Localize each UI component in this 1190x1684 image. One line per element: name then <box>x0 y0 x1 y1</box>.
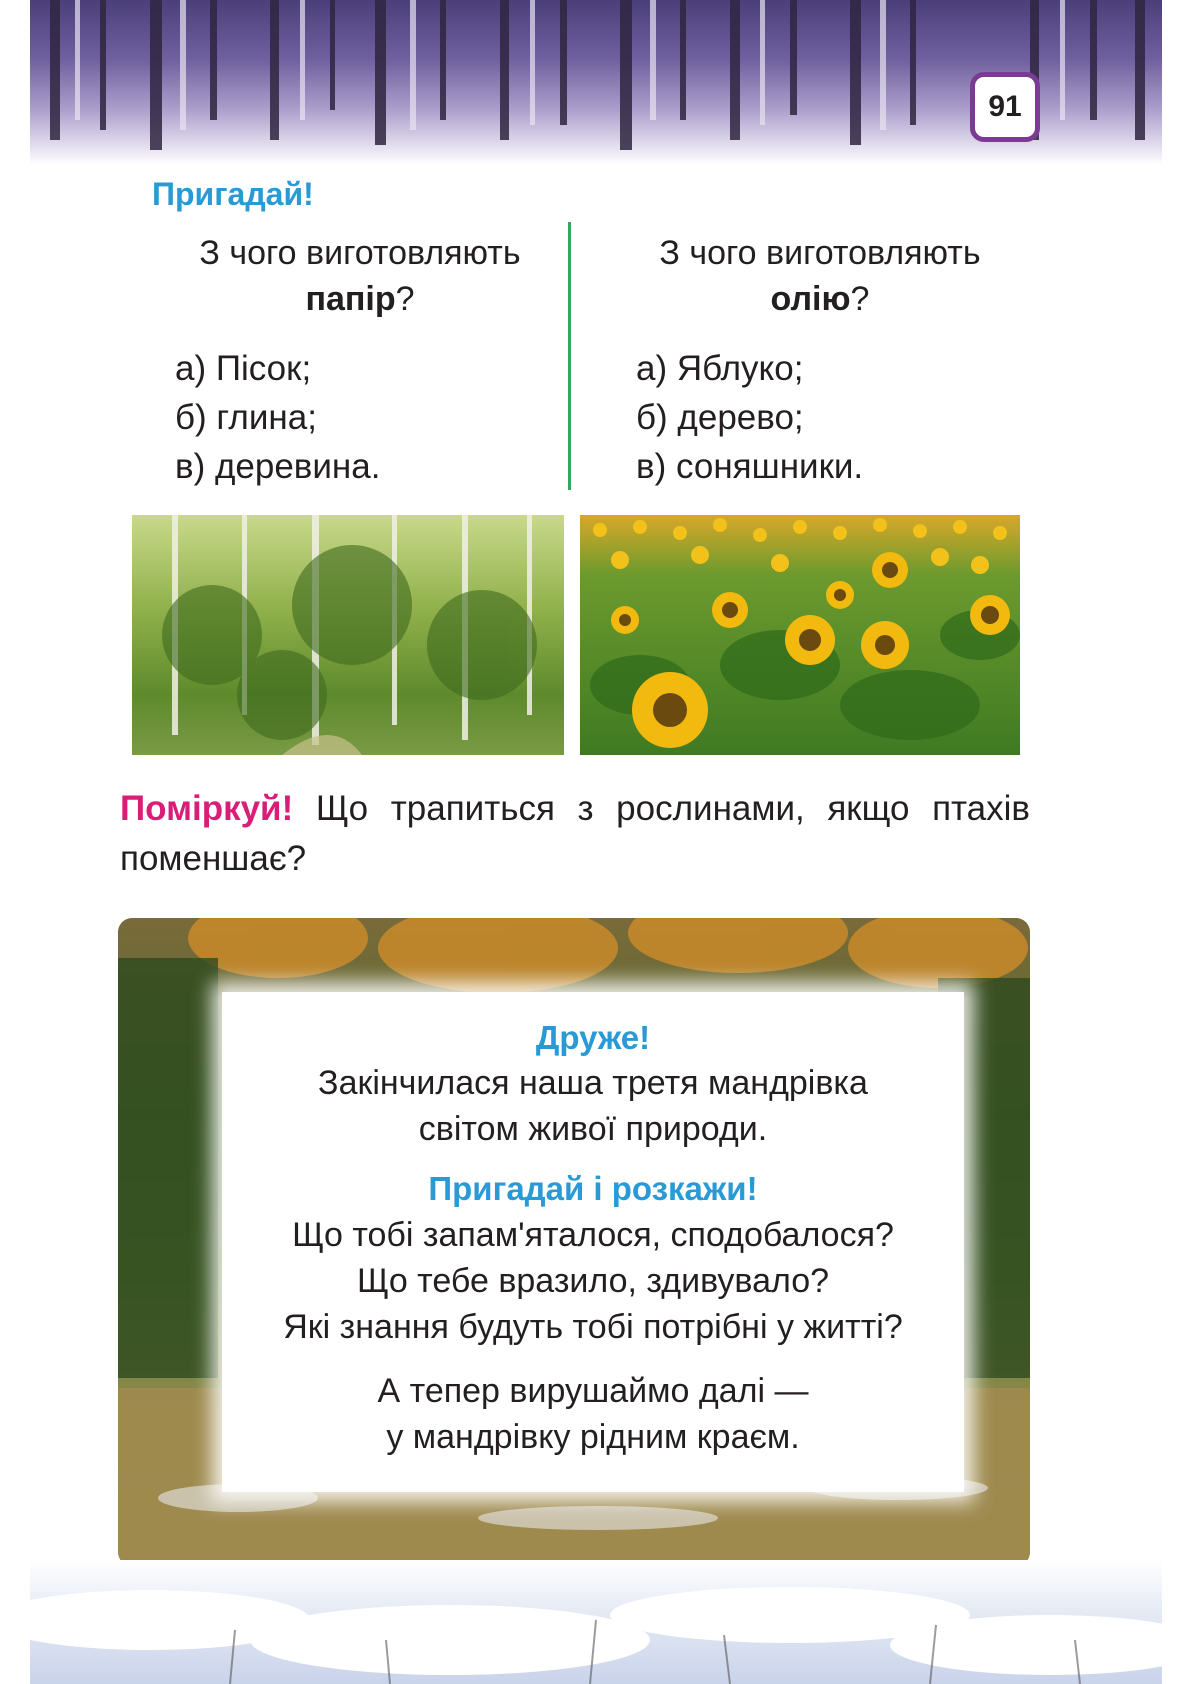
ponder-paragraph <box>120 784 1030 884</box>
column-divider <box>568 222 571 490</box>
card-closing-line2: у мандрівку рідним краєм. <box>386 1418 800 1456</box>
question-oil-mark: ? <box>850 280 870 318</box>
snowy-ground-illustration <box>30 1560 1162 1684</box>
forest-photo <box>132 515 564 755</box>
page-number: 91 <box>970 72 1040 142</box>
answers-paper <box>175 344 380 491</box>
sunflower-photo <box>580 515 1020 755</box>
ponder-text: Що трапиться з рослинами, якщо птахів поменшає? <box>120 789 1030 878</box>
card-question-1: Що тобі запам'яталося, сподобалося? <box>292 1216 894 1254</box>
question-paper-mark: ? <box>395 280 415 318</box>
card-question-3: Які знання будуть тобі потрібні у житті? <box>283 1308 903 1346</box>
answers-oil <box>636 344 863 491</box>
card-heading-recall: Пригадай і розкажи! <box>428 1170 758 1207</box>
question-paper-line2 <box>160 276 560 322</box>
question-oil-line1: З чого виготовляють <box>659 234 981 272</box>
question-paper-keyword: папір <box>305 280 396 318</box>
answer-paper-c: в) деревина. <box>175 447 381 486</box>
answer-oil-b: б) дерево; <box>636 398 804 437</box>
card-heading-friend: Друже! <box>535 1019 651 1056</box>
question-oil <box>610 230 1030 322</box>
question-oil-keyword: олію <box>770 280 851 318</box>
card-question-2: Що тебе вразило, здивувало? <box>356 1262 830 1300</box>
answer-paper-b: б) глина; <box>175 398 317 437</box>
question-paper-line1: З чого виготовляють <box>199 234 521 272</box>
card-text-line2: світом живої природи. <box>418 1110 768 1148</box>
answer-oil-a: а) Яблуко; <box>636 349 804 388</box>
answer-oil-c: в) соняшники. <box>636 447 864 486</box>
card-text-line1: Закінчилася наша третя мандрівка <box>318 1064 868 1102</box>
birch-grove-illustration <box>132 515 564 755</box>
question-oil-line2 <box>610 276 1030 322</box>
answer-paper-a: а) Пісок; <box>175 349 312 388</box>
card-closing-line1: А тепер вирушаймо далі — <box>377 1372 809 1410</box>
recall-heading: Пригадай! <box>152 176 314 212</box>
summary-card <box>222 992 964 1492</box>
snow-banner <box>30 1560 1162 1684</box>
ponder-label: Поміркуй! <box>120 789 294 828</box>
sunflower-field-illustration <box>580 515 1020 755</box>
question-paper <box>160 230 560 322</box>
